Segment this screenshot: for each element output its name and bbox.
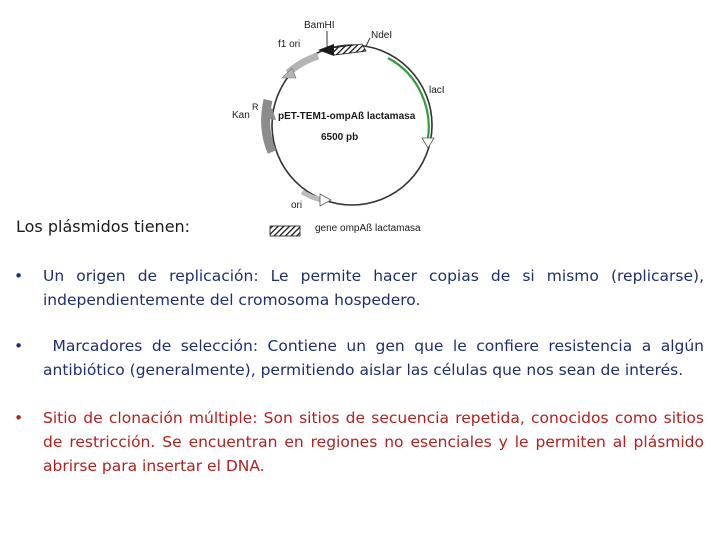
bullet-marker: • bbox=[14, 409, 24, 427]
kan-arrow bbox=[266, 100, 272, 152]
bullet-text: Sitio de clonación múltiple: Son sitios de secuencia repetida, conocidos como sitios de restricción. Se encuentran en regiones no esenciales y le permiten al plásmido abrirse para insertar el DNA. bbox=[43, 409, 704, 475]
laci-arrow bbox=[388, 58, 429, 138]
bullet-selection-markers bbox=[14, 334, 709, 382]
ori-arrow bbox=[302, 192, 322, 200]
ndei-label: NdeI bbox=[371, 30, 393, 41]
kan-label: Kan bbox=[232, 110, 250, 121]
bullet-marker: • bbox=[14, 267, 24, 285]
plasmid-size: 6500 pb bbox=[321, 132, 359, 143]
legend-label: gene ompAß lactamasa bbox=[315, 223, 421, 234]
plasmid-map bbox=[0, 0, 720, 250]
ndei-tick bbox=[366, 38, 370, 46]
ori-label: ori bbox=[291, 200, 303, 211]
kan-superscript: R bbox=[252, 102, 259, 112]
plasmid-name: pET-TEM1-ompAß lactamasa bbox=[278, 111, 416, 122]
laci-arrowhead bbox=[422, 138, 434, 148]
f1-ori-label: f1 ori bbox=[278, 39, 301, 50]
bullet-list bbox=[14, 264, 709, 478]
bullet-cloning-site bbox=[14, 406, 704, 478]
bullet-origin-replication bbox=[14, 264, 704, 312]
legend-hatch-box bbox=[270, 226, 300, 236]
bamhi-label: BamHI bbox=[304, 20, 335, 31]
gene-ompab-arrowhead bbox=[318, 44, 334, 56]
laci-label: lacI bbox=[429, 85, 445, 96]
bullet-text: Un origen de replicación: Le permite hacer copias de si mismo (replicarse), independientemente del cromosoma hospedero. bbox=[43, 267, 704, 309]
bullet-marker: • bbox=[14, 337, 24, 355]
ori-arrowhead bbox=[320, 194, 331, 206]
intro-text: Los plásmidos tienen: bbox=[16, 217, 191, 236]
bullet-text: Marcadores de selección: Contiene un gen que le confiere resistencia a algún antibiótico (generalmente), permitiendo aislar las células que nos sean de interés. bbox=[43, 337, 709, 379]
